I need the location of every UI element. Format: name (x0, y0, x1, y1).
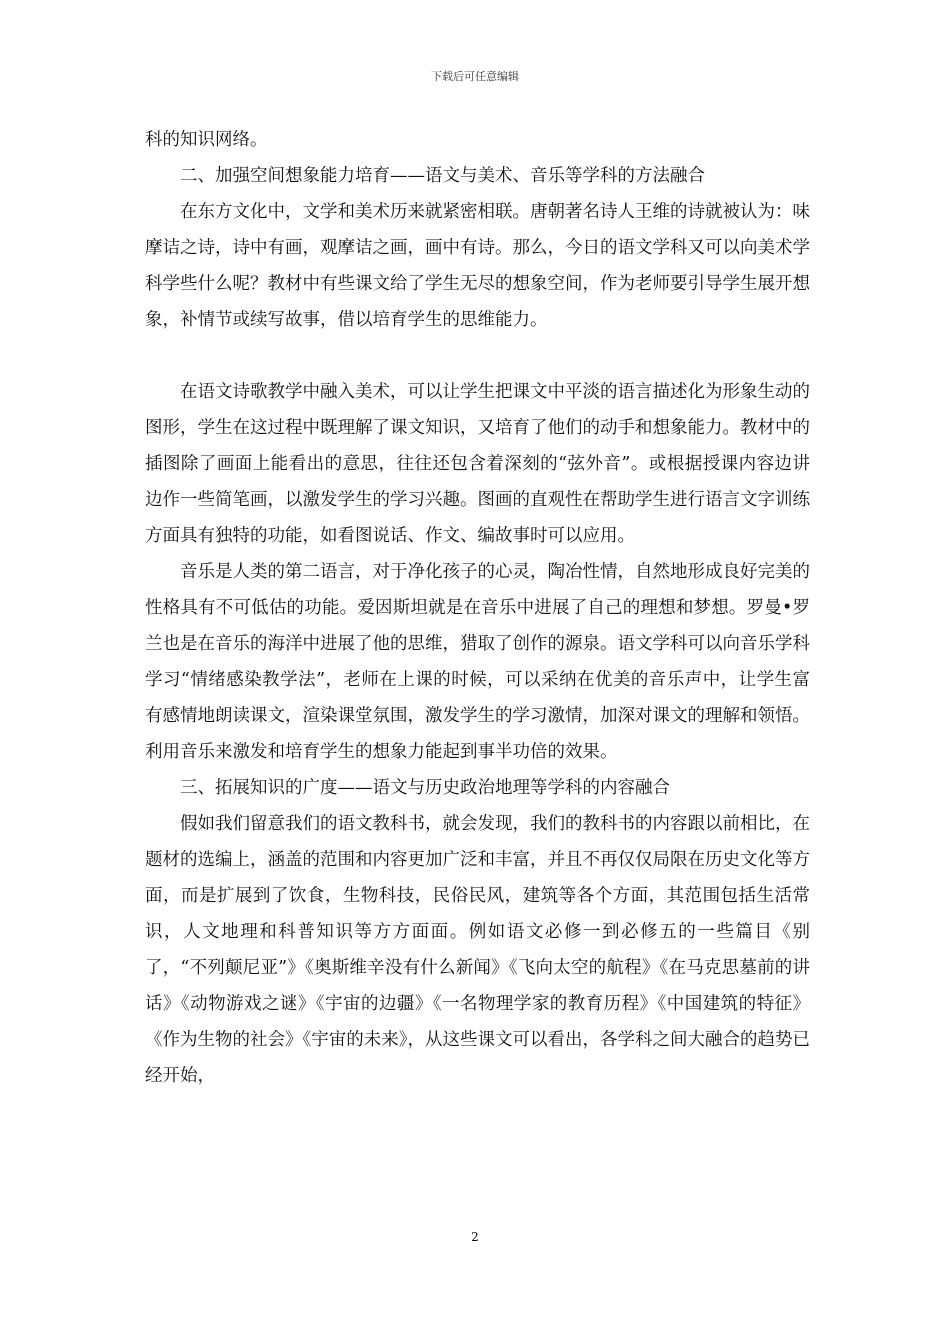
page-number: 2 (471, 1230, 479, 1244)
paragraph-poetry-art: 在语文诗歌教学中融入美术，可以让学生把课文中平淡的语言描述化为形象生动的图形，学生在这过程中既理解了课文知识，又培育了他们的动手和想象能力。教材中的插图除了画面上能看出的意思，往往还包含着深刻的“弦外音”。或根据授课内容边讲边作一些简笔画，以激发学生的学习兴趣。图画的直观性在帮助学生进行语言文字训练方面具有独特的功能，如看图说话、作文、编故事时可以应用。 (145, 382, 810, 546)
paragraph-music: 音乐是人类的第二语言，对于净化孩子的心灵，陶冶性情，自然地形成良好完美的性格具有不可低估的功能。爱因斯坦就是在音乐中进展了自己的理想和梦想。罗曼•罗兰也是在音乐的海洋中进展了他的思维，猎取了创作的源泉。语文学科可以向音乐学科学习“情绪感染教学法”，老师在上课的时候，可以采纳在优美的音乐声中，让学生富有感情地朗读课文，渲染课堂氛围，激发学生的学习激情，加深对课文的理解和领悟。利用音乐来激发和培育学生的想象力能起到事半功倍的效果。 (145, 562, 810, 762)
paragraph-textbook: 假如我们留意我们的语文教科书，就会发现，我们的教科书的内容跟以前相比，在题材的选编上，涵盖的范围和内容更加广泛和丰富，并且不再仅仅局限在历史文化等方面，而是扩展到了饮食，生物科技，民俗民风，建筑等各个方面，其范围包括生活常识，人文地理和科普知识等方方面面。例如语文必修一到必修五的一些篇目《别了，“不列颠尼亚”》《奥斯维辛没有什么新闻》《飞向太空的航程》《在马克思墓前的讲话》《动物游戏之谜》《宇宙的边疆》《一名物理学家的教育历程》《中国建筑的特征》《作为生物的社会》《宇宙的未来》，从这些课文可以看出，各学科之间大融合的趋势已经开始， (145, 814, 810, 1086)
paragraph-continuation: 科的知识网络。 (145, 130, 268, 150)
section-heading-three: 三、拓展知识的广度——语文与历史政治地理等学科的内容融合 (180, 778, 670, 798)
section-heading-two: 二、加强空间想象能力培育——语文与美术、音乐等学科的方法融合 (180, 166, 705, 186)
page-header: 下载后可任意编辑 (431, 70, 519, 83)
paragraph-east-culture: 在东方文化中，文学和美术历来就紧密相联。唐朝著名诗人王维的诗就被认为：味摩诘之诗，诗中有画，观摩诘之画，画中有诗。那么，今日的语文学科又可以向美术学科学些什么呢？教材中有些课文给了学生无尽的想象空间，作为老师要引导学生展开想象，补情节或续写故事，借以培育学生的思维能力。 (145, 202, 810, 330)
paragraph-spacer (145, 338, 810, 374)
document-body (145, 122, 810, 1094)
